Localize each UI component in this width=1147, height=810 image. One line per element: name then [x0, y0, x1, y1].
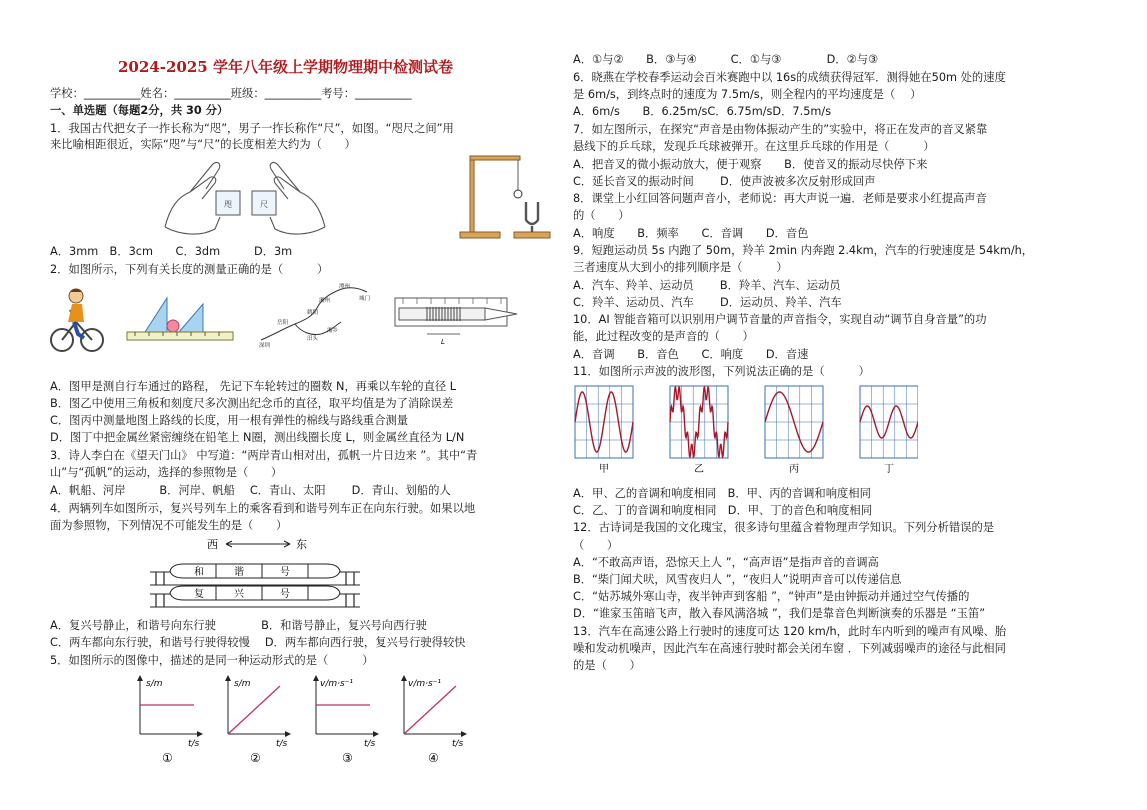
waveform-label: 甲	[599, 464, 609, 474]
q4-line1: 4．两辆列车如图所示，复兴号列车上的乘客看到和谐号列车正在向东行驶。如果以地	[50, 502, 476, 515]
q12-line1: 12．古诗词是我国的文化瑰宝，很多诗句里蕴含着物理声学知识。下列分析错误的是	[573, 521, 995, 534]
graph-1-number: ①	[162, 751, 173, 765]
q3-line1: 3．诗人李白在《望天门山》 中写道：“两岸青山相对出，孤帆一片日边来 ”。其中“青	[50, 449, 478, 462]
q3-line2: 山”与“孤帆”的运动，选择的参照物是（ ）	[50, 466, 283, 479]
q2-option-d: D．图丁中把金属丝紧密缠绕在铅笔上 N圈，测出线圈长度 L，则金属丝直径为 L/N	[50, 431, 465, 444]
graph-2	[228, 676, 290, 765]
graph-3	[316, 676, 378, 765]
waveform-label: 乙	[694, 464, 704, 474]
q1-line2: 来比喻相距很近，实际“咫”与“尺”的长度相差大约为（ ）	[50, 138, 356, 151]
motion-graphs-figure	[130, 672, 480, 768]
graph-3-number: ③	[342, 751, 353, 765]
q2-option-c: C．图丙中测量地图上路线的长度，用一根有弹性的棉线与路线重合测量	[50, 414, 409, 427]
triangle-ruler-figure	[125, 292, 235, 342]
q8-options: A．响度 B．频率 C．音调 D．音色	[573, 227, 809, 240]
q2-option-a: A．图甲是测自行车通过的路程， 先记下车轮转过的圈数 N，再乘以车轮的直径 L	[50, 380, 457, 393]
graph-2-number: ②	[250, 751, 261, 765]
wire-pencil-figure	[393, 290, 521, 348]
waveform-panel-yi	[670, 386, 728, 474]
q11-options-cd: C．乙、丁的音调和响度相同 D．甲、丁的音色和响度相同	[573, 504, 873, 517]
hand-span-figure	[160, 157, 330, 239]
q13-line2: 噪和发动机噪声，因此汽车在高速行驶时都会关闭车窗 ．下列减弱噪声的途径与此相同	[573, 642, 1006, 655]
train-top-char-2: 谐	[234, 567, 244, 578]
map-label-3: 湘州	[319, 298, 331, 304]
q9-options-cd: C．羚羊、运动员、汽车 D．运动员、羚羊、汽车	[573, 296, 842, 309]
q9-options-ab: A．汽车、羚羊、运动员 B．羚羊、汽车、运动员	[573, 279, 841, 292]
waveform-panel-bing	[765, 386, 823, 474]
graph-2-ylabel: s/m	[234, 679, 251, 689]
map-label-2: 城门	[359, 296, 371, 302]
waveforms-figure	[573, 384, 918, 474]
q4-options-cd: C．两车都向东行驶，和谐号行驶得较慢 D．两车都向西行驶，复兴号行驶得较快	[50, 636, 466, 649]
graph-4	[404, 676, 466, 765]
graph-3-ylabel: v/m·s⁻¹	[320, 679, 354, 689]
q4-options-ab: A．复兴号静止，和谐号向东行驶 B．和谐号静止，复兴号向西行驶	[50, 619, 427, 632]
map-label-1: 潭州	[339, 284, 351, 290]
map-label-8: 深圳	[259, 343, 271, 348]
q10-line2: 能，此过程改变的是声音的（ ）	[573, 330, 754, 343]
bicycle-figure	[48, 282, 106, 354]
map-label-6: 湘乡	[327, 328, 339, 334]
q7-line1: 7．如左图所示，在探究“声音是由物体振动产生的”实验中，将正在发声的音叉紧靠	[573, 123, 988, 136]
q7-options-cd: C．延长音叉的振动时间 D．使声波被多次反射形成回声	[573, 175, 876, 188]
q10-line1: 10．AI 智能音箱可以识别用户调节音量的声音指令，实现自动“调节自身音量”的功	[573, 313, 987, 326]
map-label-5: 岳阳	[277, 320, 289, 326]
train-bottom-char-2: 兴	[234, 589, 244, 600]
q12-line2: （ ）	[573, 539, 619, 552]
q1-line1: 1．我国古代把女子一拃长称为“咫”，男子一拃长称作“尺”，如图。“咫尺之间”用	[50, 122, 454, 135]
train-bottom-char-1: 复	[194, 589, 204, 600]
wire-length-label: L	[441, 338, 445, 346]
q10-options: A．音调 B．音色 C．响度 D．音速	[573, 348, 809, 361]
graph-4-ylabel: v/m·s⁻¹	[408, 679, 442, 689]
q11-stem: 11．如图所示声波的波形图，下列说法正确的是（ ）	[573, 365, 870, 378]
east-label: 东	[296, 538, 307, 551]
graph-1-xlabel: t/s	[188, 739, 200, 749]
west-label: 西	[207, 538, 218, 551]
train-top-char-3: 号	[280, 567, 290, 578]
graph-1	[140, 676, 202, 765]
page-title: 2024-2025 学年八年级上学期物理期中检测试卷	[118, 58, 453, 76]
waveform-panel-jia	[575, 386, 633, 474]
waveform-panel-ding	[860, 386, 918, 474]
q12-option-a: A．“不敢高声语，恐惊天上人 ”，“高声语”是指声音的音调高	[573, 556, 879, 569]
q6-line2: 是 6m/s，到终点时的速度为 7.5m/s，则全程内的平均速度是（ ）	[573, 88, 922, 101]
q12-option-c: C．“姑苏城外寒山寺，夜半钟声到客船 ”，“钟声”是由钟振动并通过空气传播的	[573, 590, 970, 603]
trains-figure	[150, 538, 360, 614]
chi-char: 尺	[260, 200, 268, 209]
q2-stem: 2．如图所示，下列有关长度的测量正确的是（ ）	[50, 263, 329, 276]
q8-line2: 的（ ）	[573, 209, 630, 222]
graph-1-ylabel: s/m	[146, 679, 163, 689]
q9-line2: 三者速度从大到小的排列顺序是（ ）	[573, 261, 788, 274]
q13-line3: 的是（ ）	[573, 659, 641, 672]
zhi-char: 咫	[224, 200, 232, 209]
map-label-4: 鹤阳	[307, 310, 319, 316]
q2-option-b: B．图乙中使用三角板和刻度尺多次测出纪念币的直径，取平均值是为了消除误差	[50, 397, 454, 410]
q3-options: A．帆船、河岸 B．河岸、帆船 C．青山、太阳 D．青山、划船的人	[50, 484, 451, 497]
q5-stem: 5．如图所示的图像中，描述的是同一种运动形式的是（ ）	[50, 654, 374, 667]
q1-options: A．3mm B．3cm C．3dm D．3m	[50, 245, 293, 258]
student-info-line: 学校：__________姓名：__________班级：__________考号：__________	[50, 87, 412, 100]
q6-options: A．6m/s B．6.25m/sC．6.75m/sD．7.5m/s	[573, 105, 832, 118]
graph-3-xlabel: t/s	[364, 739, 376, 749]
q9-line1: 9．短跑运动员 5s 内跑了 50m，羚羊 2min 内奔跑 2.4km，汽车的行驶速度是 54km/h，	[573, 244, 1034, 257]
q8-line1: 8．课堂上小红回答问题声音小，老师说：再大声说一遍．老师是要求小红提高声音	[573, 192, 987, 205]
graph-4-xlabel: t/s	[452, 739, 464, 749]
train-top-char-1: 和	[194, 567, 204, 578]
q7-line2: 悬线下的乒乓球，发现乒乓球被弹开。在这里乒乓球的作用是（ ）	[573, 140, 935, 153]
map-label-7: 汨头	[307, 336, 319, 342]
graph-2-xlabel: t/s	[276, 739, 288, 749]
q6-line1: 6．晓燕在学校春季运动会百米赛跑中以 16s的成绩获得冠军．测得她在50m 处的速度	[573, 71, 1006, 84]
q12-option-b: B．“柴门闻犬吠，风雪夜归人 ”，“夜归人”说明声音可以传递信息	[573, 573, 902, 586]
q7-options-ab: A．把音叉的微小振动放大，便于观察 B．使音叉的振动尽快停下来	[573, 158, 928, 171]
q5-options: A．①与② B．③与④ C．①与③ D．②与③	[573, 53, 879, 66]
q4-line2: 面为参照物，下列情况不可能发生的是（ ）	[50, 519, 288, 532]
q12-option-d: D．“谁家玉笛暗飞声，散入春风满洛城 ”，我们是靠音色判断演奏的乐器是 “玉笛”	[573, 607, 986, 620]
waveform-label: 丁	[884, 464, 894, 474]
q13-line1: 13．汽车在高速公路上行驶时的速度可达 120 km/h，此时车内听到的噪声有风噪、胎	[573, 625, 1007, 638]
map-figure	[255, 280, 380, 348]
graph-4-number: ④	[428, 751, 439, 765]
waveform-label: 丙	[789, 464, 799, 474]
tuning-fork-figure	[456, 152, 556, 242]
section-heading: 一、单选题（每题2分，共 30 分）	[50, 104, 229, 117]
q11-options-ab: A．甲、乙的音调和响度相同 B．甲、丙的音调和响度相同	[573, 487, 871, 500]
train-bottom-char-3: 号	[280, 589, 290, 600]
